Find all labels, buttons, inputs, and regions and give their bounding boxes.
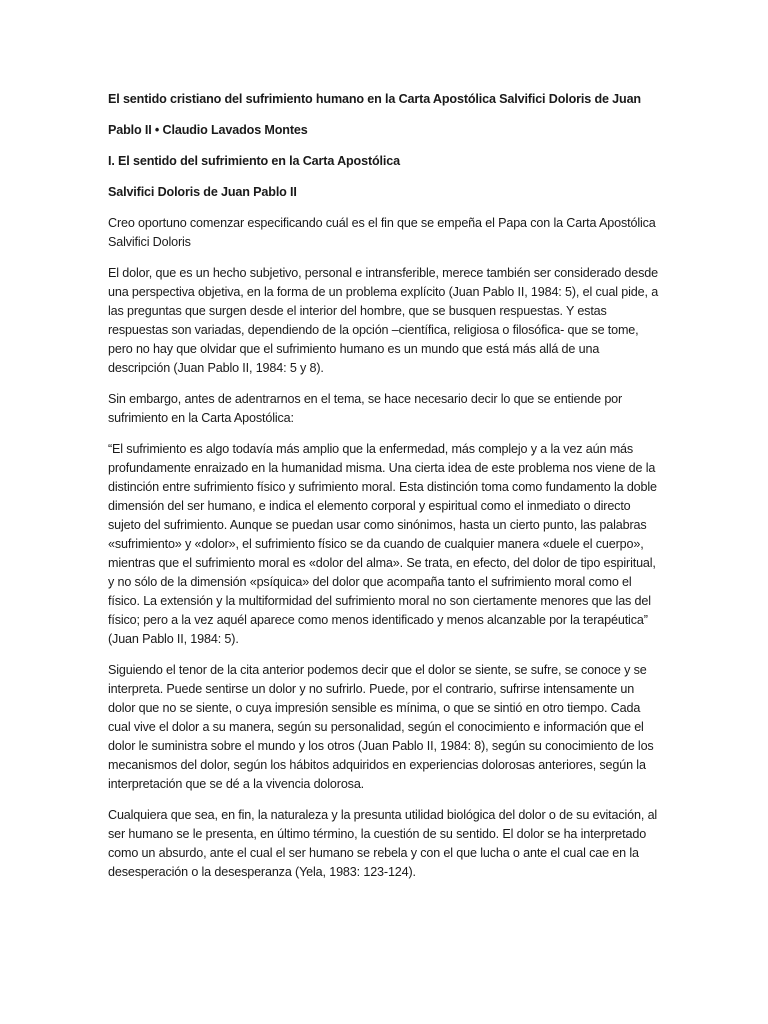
document-title-line-2: Pablo II • Claudio Lavados Montes [108, 123, 308, 137]
section-heading-line-1: I. El sentido del sufrimiento en la Carta Apostólica [108, 154, 400, 168]
paragraph-intro: Creo oportuno comenzar especificando cuál es el fin que se empeña el Papa con la Carta Apostólica Salvifici Doloris [108, 216, 656, 249]
paragraph-siguiendo: Siguiendo el tenor de la cita anterior podemos decir que el dolor se siente, se sufre, se conoce y se interpreta. Puede sentirse un dolor y no sufrirlo. Puede, por el contrario, sufrirse intensamente un dolor que no se siente, o cuya impresión sensible es mínima, o que se sintió en otro tiempo. Cada cual vive el dolor a su manera, según su personalidad, según el conocimiento e información que el dolor le suministra sobre el mundo y los otros (Juan Pablo II, 1984: 8), según su conocimiento de los mecanismos del dolor, según los hábitos adquiridos en experiencias dolorosas anteriores, según la interpretación que se dé a la vivencia dolorosa. [108, 663, 654, 791]
section-heading-line-2: Salvifici Doloris de Juan Pablo II [108, 185, 297, 199]
document-page [108, 90, 664, 894]
paragraph-quote: “El sufrimiento es algo todavía más amplio que la enfermedad, más complejo y a la vez aún más profundamente enraizado en la humanidad misma. Una cierta idea de este problema nos viene de la distinción entre sufrimiento físico y sufrimiento moral. Esta distinción toma como fundamento la doble dimensión del ser humano, e indica el elemento corporal y espiritual como el inmediato o directo sujeto del sufrimiento. Aunque se puedan usar como sinónimos, hasta un cierto punto, las palabras «sufrimiento» y «dolor», el sufrimiento físico se da cuando de cualquier manera «duele el cuerpo», mientras que el sufrimiento moral es «dolor del alma». Se trata, en efecto, del dolor de tipo espiritual, y no sólo de la dimensión «psíquica» del dolor que acompaña tanto el sufrimiento moral como el físico. La extensión y la multiformidad del sufrimiento moral no son ciertamente menores que las del físico; pero a la vez aquél aparece como menos identificado y menos alcanzable por la terapéutica” (Juan Pablo II, 1984: 5). [108, 442, 657, 646]
paragraph-sin-embargo: Sin embargo, antes de adentrarnos en el tema, se hace necesario decir lo que se entiende por sufrimiento en la Carta Apostólica: [108, 392, 623, 425]
paragraph-dolor-subjetivo: El dolor, que es un hecho subjetivo, personal e intransferible, merece también ser considerado desde una perspectiva objetiva, en la forma de un problema explícito (Juan Pablo II, 1984: 5), el cual pide, a las preguntas que surgen desde el interior del hombre, que se busquen respuestas. Y estas respuestas son variadas, dependiendo de la opción –científica, religiosa o filosófica- que se tome, pero no hay que olvidar que el sufrimiento humano es un mundo que está más allá de una descripción (Juan Pablo II, 1984: 5 y 8). [108, 266, 659, 375]
document-title-line-1: El sentido cristiano del sufrimiento humano en la Carta Apostólica Salvifici Doloris de Juan [108, 92, 641, 106]
paragraph-cualquiera: Cualquiera que sea, en fin, la naturaleza y la presunta utilidad biológica del dolor o de su evitación, al ser humano se le presenta, en último término, la cuestión de su sentido. El dolor se ha interpretado como un absurdo, ante el cual el ser humano se rebela y con el que lucha o ante el cual cae en la desesperación o la desesperanza (Yela, 1983: 123-124). [108, 808, 658, 879]
